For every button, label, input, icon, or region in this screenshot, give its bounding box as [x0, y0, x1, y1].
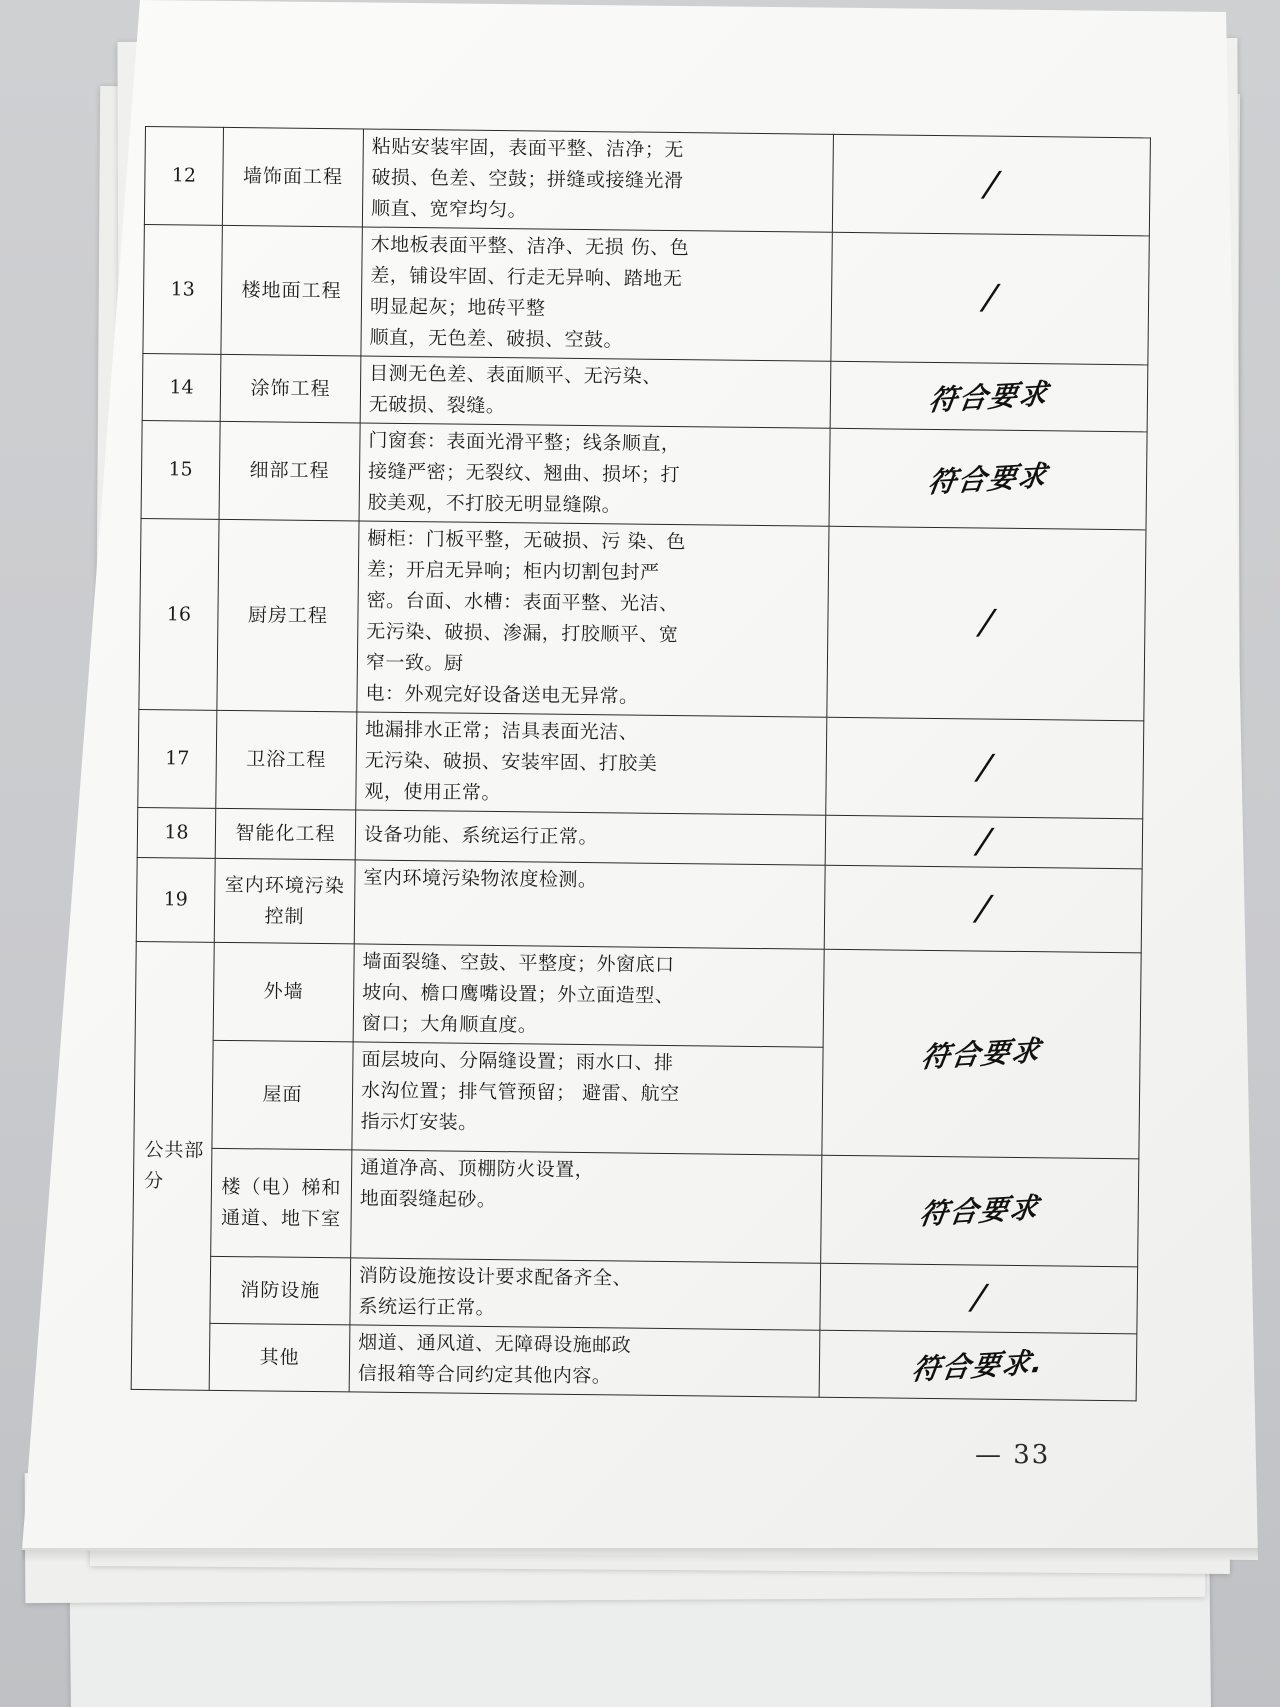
row-standard: 地漏排水正常；洁具表面光洁、 无污染、破损、安装牢固、打胶美 观，使用正常。: [356, 712, 827, 815]
table-row: [133, 1147, 1139, 1266]
row-result: [826, 717, 1144, 819]
handwritten-result: 符合要求: [926, 376, 1052, 417]
table-row: [144, 127, 1150, 236]
row-item: 屋面: [212, 1040, 353, 1150]
row-result: [825, 815, 1143, 869]
row-standard: 墙面裂缝、空鼓、平整度；外窗底口 坡向、檐口鹰嘴设置；外立面造型、 窗口；大角顺直度。: [353, 944, 824, 1047]
table-row: [138, 709, 1144, 818]
row-item: 智能化工程: [215, 808, 356, 860]
row-standard: 门窗套：表面光滑平整；线条顺直， 接缝严密；无裂纹、翘曲、损坏；打 胶美观，不打胶无明显缝隙。: [359, 423, 830, 526]
row-result: [832, 134, 1150, 236]
row-standard: 粘贴安装牢固，表面平整、洁净；无 破损、色差、空鼓；拼缝或接缝光滑 顺直、宽窄均匀。: [362, 129, 833, 232]
row-result: [819, 1330, 1137, 1401]
table-row: [141, 420, 1147, 529]
table-row: [136, 857, 1142, 952]
table-row: [132, 1255, 1138, 1333]
row-item: 外墙: [213, 942, 354, 1042]
row-number: 12: [144, 127, 223, 226]
table-row: [135, 941, 1141, 1050]
row-standard: 消防设施按设计要求配备齐全、 系统运行正常。: [350, 1258, 821, 1330]
handwritten-result: 符合要求: [917, 1190, 1043, 1232]
row-result: [820, 1263, 1138, 1334]
row-standard: 面层坡向、分隔缝设置；雨水口、排 水沟位置；排气管预留； 避雷、航空 指示灯安装。: [352, 1042, 823, 1155]
result-mark: /: [975, 821, 993, 862]
row-item: 楼（电）梯和通道、地下室: [211, 1148, 352, 1258]
row-number: 18: [137, 807, 216, 858]
table-row: [131, 1322, 1137, 1400]
table-row: [143, 224, 1149, 364]
result-mark: /: [970, 1277, 988, 1318]
row-item: 消防设施: [210, 1256, 351, 1325]
row-item: 厨房工程: [217, 519, 359, 712]
row-item: 卫浴工程: [216, 710, 357, 810]
row-result: [830, 361, 1148, 432]
result-mark: /: [977, 602, 996, 643]
handwritten-result: 符合要求: [925, 458, 1051, 500]
result-mark: /: [982, 164, 1001, 205]
row-standard: 设备功能、系统运行正常。: [355, 810, 826, 865]
handwritten-result: 符合要求: [919, 1033, 1044, 1075]
row-result: [822, 949, 1141, 1159]
row-standard: 通道净高、顶棚防火设置， 地面裂缝起砂。: [351, 1150, 822, 1263]
table-row: [142, 353, 1148, 431]
inspection-table: [131, 126, 1151, 1401]
row-standard: 烟道、通风道、无障碍设施邮政 信报箱等合同约定其他内容。: [349, 1325, 820, 1397]
row-result: [827, 526, 1146, 721]
row-item: 细部工程: [219, 421, 360, 521]
row-item: 楼地面工程: [221, 225, 362, 356]
result-mark: /: [981, 277, 999, 318]
row-standard: 橱柜：门板平整，无破损、污 染、色 差；开启无异响；柜内切割包封严 密。台面、水槽：表面平整、光洁、 无污染、破损、渗漏，打胶顺平、宽 窄一致。厨 电：外观完好设备送电无异常。: [357, 521, 829, 717]
row-result: [829, 428, 1147, 530]
result-mark: /: [976, 747, 994, 788]
public-section-label: 公共部分: [131, 941, 214, 1390]
result-mark: /: [974, 888, 993, 929]
sheet-shadow: [22, 1548, 1258, 1562]
row-number: 13: [143, 224, 222, 354]
row-item: 室内环境污染控制: [214, 858, 355, 944]
row-item: 墙饰面工程: [222, 127, 363, 227]
row-result: [821, 1155, 1139, 1267]
row-standard: 目测无色差、表面顺平、无污染、 无破损、裂缝。: [360, 356, 831, 428]
row-number: 14: [142, 353, 221, 421]
inspection-table-wrapper: [131, 126, 1150, 1401]
page-number: — 33: [975, 1440, 1051, 1470]
row-item: 其他: [209, 1323, 350, 1392]
row-item: 涂饰工程: [220, 354, 361, 423]
row-standard: 木地板表面平整、洁净、无损 伤、色 差，铺设牢固、行走无异响、踏地无 明显起灰；地砖平整 顺直，无色差、破损、空鼓。: [361, 227, 832, 361]
row-result: [824, 865, 1142, 953]
row-number: 16: [139, 518, 219, 710]
handwritten-result: 符合要求.: [909, 1344, 1047, 1387]
row-number: 17: [138, 709, 217, 808]
table-row: [139, 518, 1146, 720]
row-number: 19: [136, 857, 215, 942]
row-result: [831, 232, 1149, 365]
row-number: 15: [141, 420, 220, 519]
row-standard: 室内环境污染物浓度检测。: [354, 860, 825, 949]
